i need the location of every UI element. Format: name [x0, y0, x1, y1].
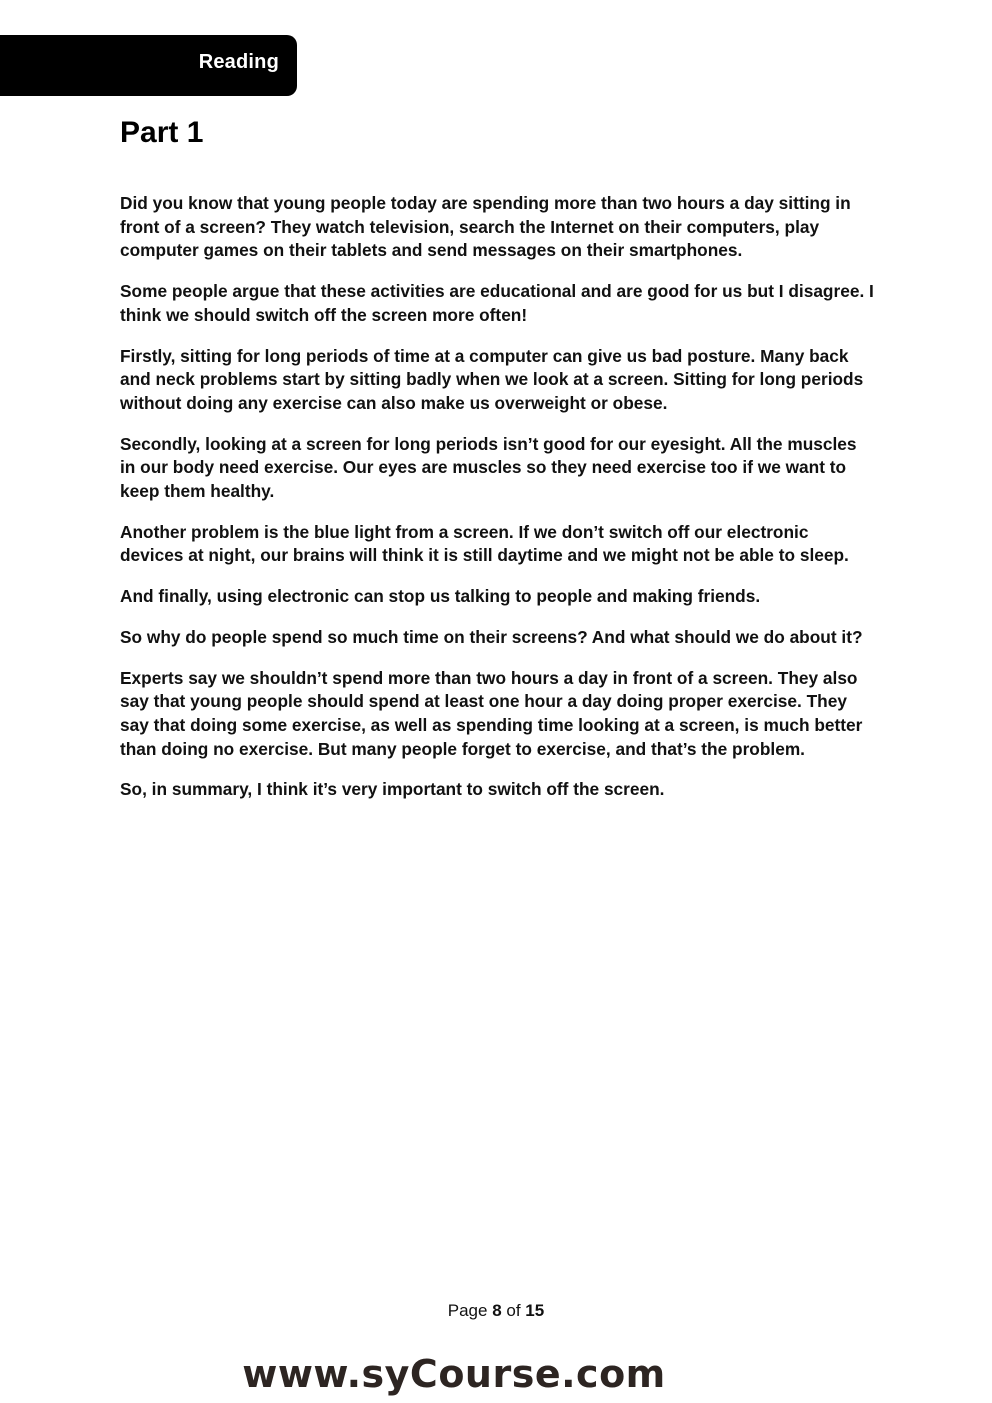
- page-number: [0, 1301, 992, 1321]
- article-body: [120, 192, 876, 819]
- article-paragraph: Some people argue that these activities are educational and are good for us but I disagree. I think we should switch off the screen more often!: [120, 281, 874, 325]
- section-tab: [0, 35, 297, 96]
- page-number-middle: of: [501, 1301, 526, 1320]
- article-paragraph: So why do people spend so much time on their screens? And what should we do about it?: [120, 626, 863, 647]
- section-tab-label: Reading: [198, 51, 279, 73]
- article-paragraph: So, in summary, I think it’s very important to switch off the screen.: [120, 779, 665, 800]
- article-paragraph: Another problem is the blue light from a screen. If we don’t switch off our electronic devices at night, our brains will think it is still daytime and we might not be able to sleep.: [120, 521, 849, 566]
- article-paragraph: And finally, using electronic can stop us talking to people and making friends.: [120, 586, 761, 607]
- article-paragraph: Firstly, sitting for long periods of time at a computer can give us bad posture. Many back and neck problems start by sitting badly when we look at a screen. Sitting for long periods without doing any exercise can also make us overweight or obese.: [120, 345, 864, 413]
- total-pages-number: 15: [525, 1301, 545, 1320]
- article-paragraph: Experts say we shouldn’t spend more than two hours a day in front of a screen. They also say that young people should spend at least one hour a day doing proper exercise. They say that doing some exercise, as well as spending time looking at a screen, is much better than doing no exercise. But many people forget to exercise, and that’s the problem.: [120, 667, 863, 759]
- page-number-prefix: Page: [447, 1301, 493, 1320]
- article-paragraph: Secondly, looking at a screen for long periods isn’t good for our eyesight. All the muscles in our body need exercise. Our eyes are muscles so they need exercise too if we want to keep them healthy.: [120, 433, 857, 502]
- page-title: Part 1: [120, 116, 204, 149]
- site-watermark: www.syCourse.com: [242, 1352, 666, 1396]
- current-page-number: 8: [492, 1301, 502, 1320]
- article-paragraph: Did you know that young people today are spending more than two hours a day sitting in front of a screen? They watch television, search the Internet on their computers, play computer games on their tablets and send messages on their smartphones.: [120, 193, 851, 261]
